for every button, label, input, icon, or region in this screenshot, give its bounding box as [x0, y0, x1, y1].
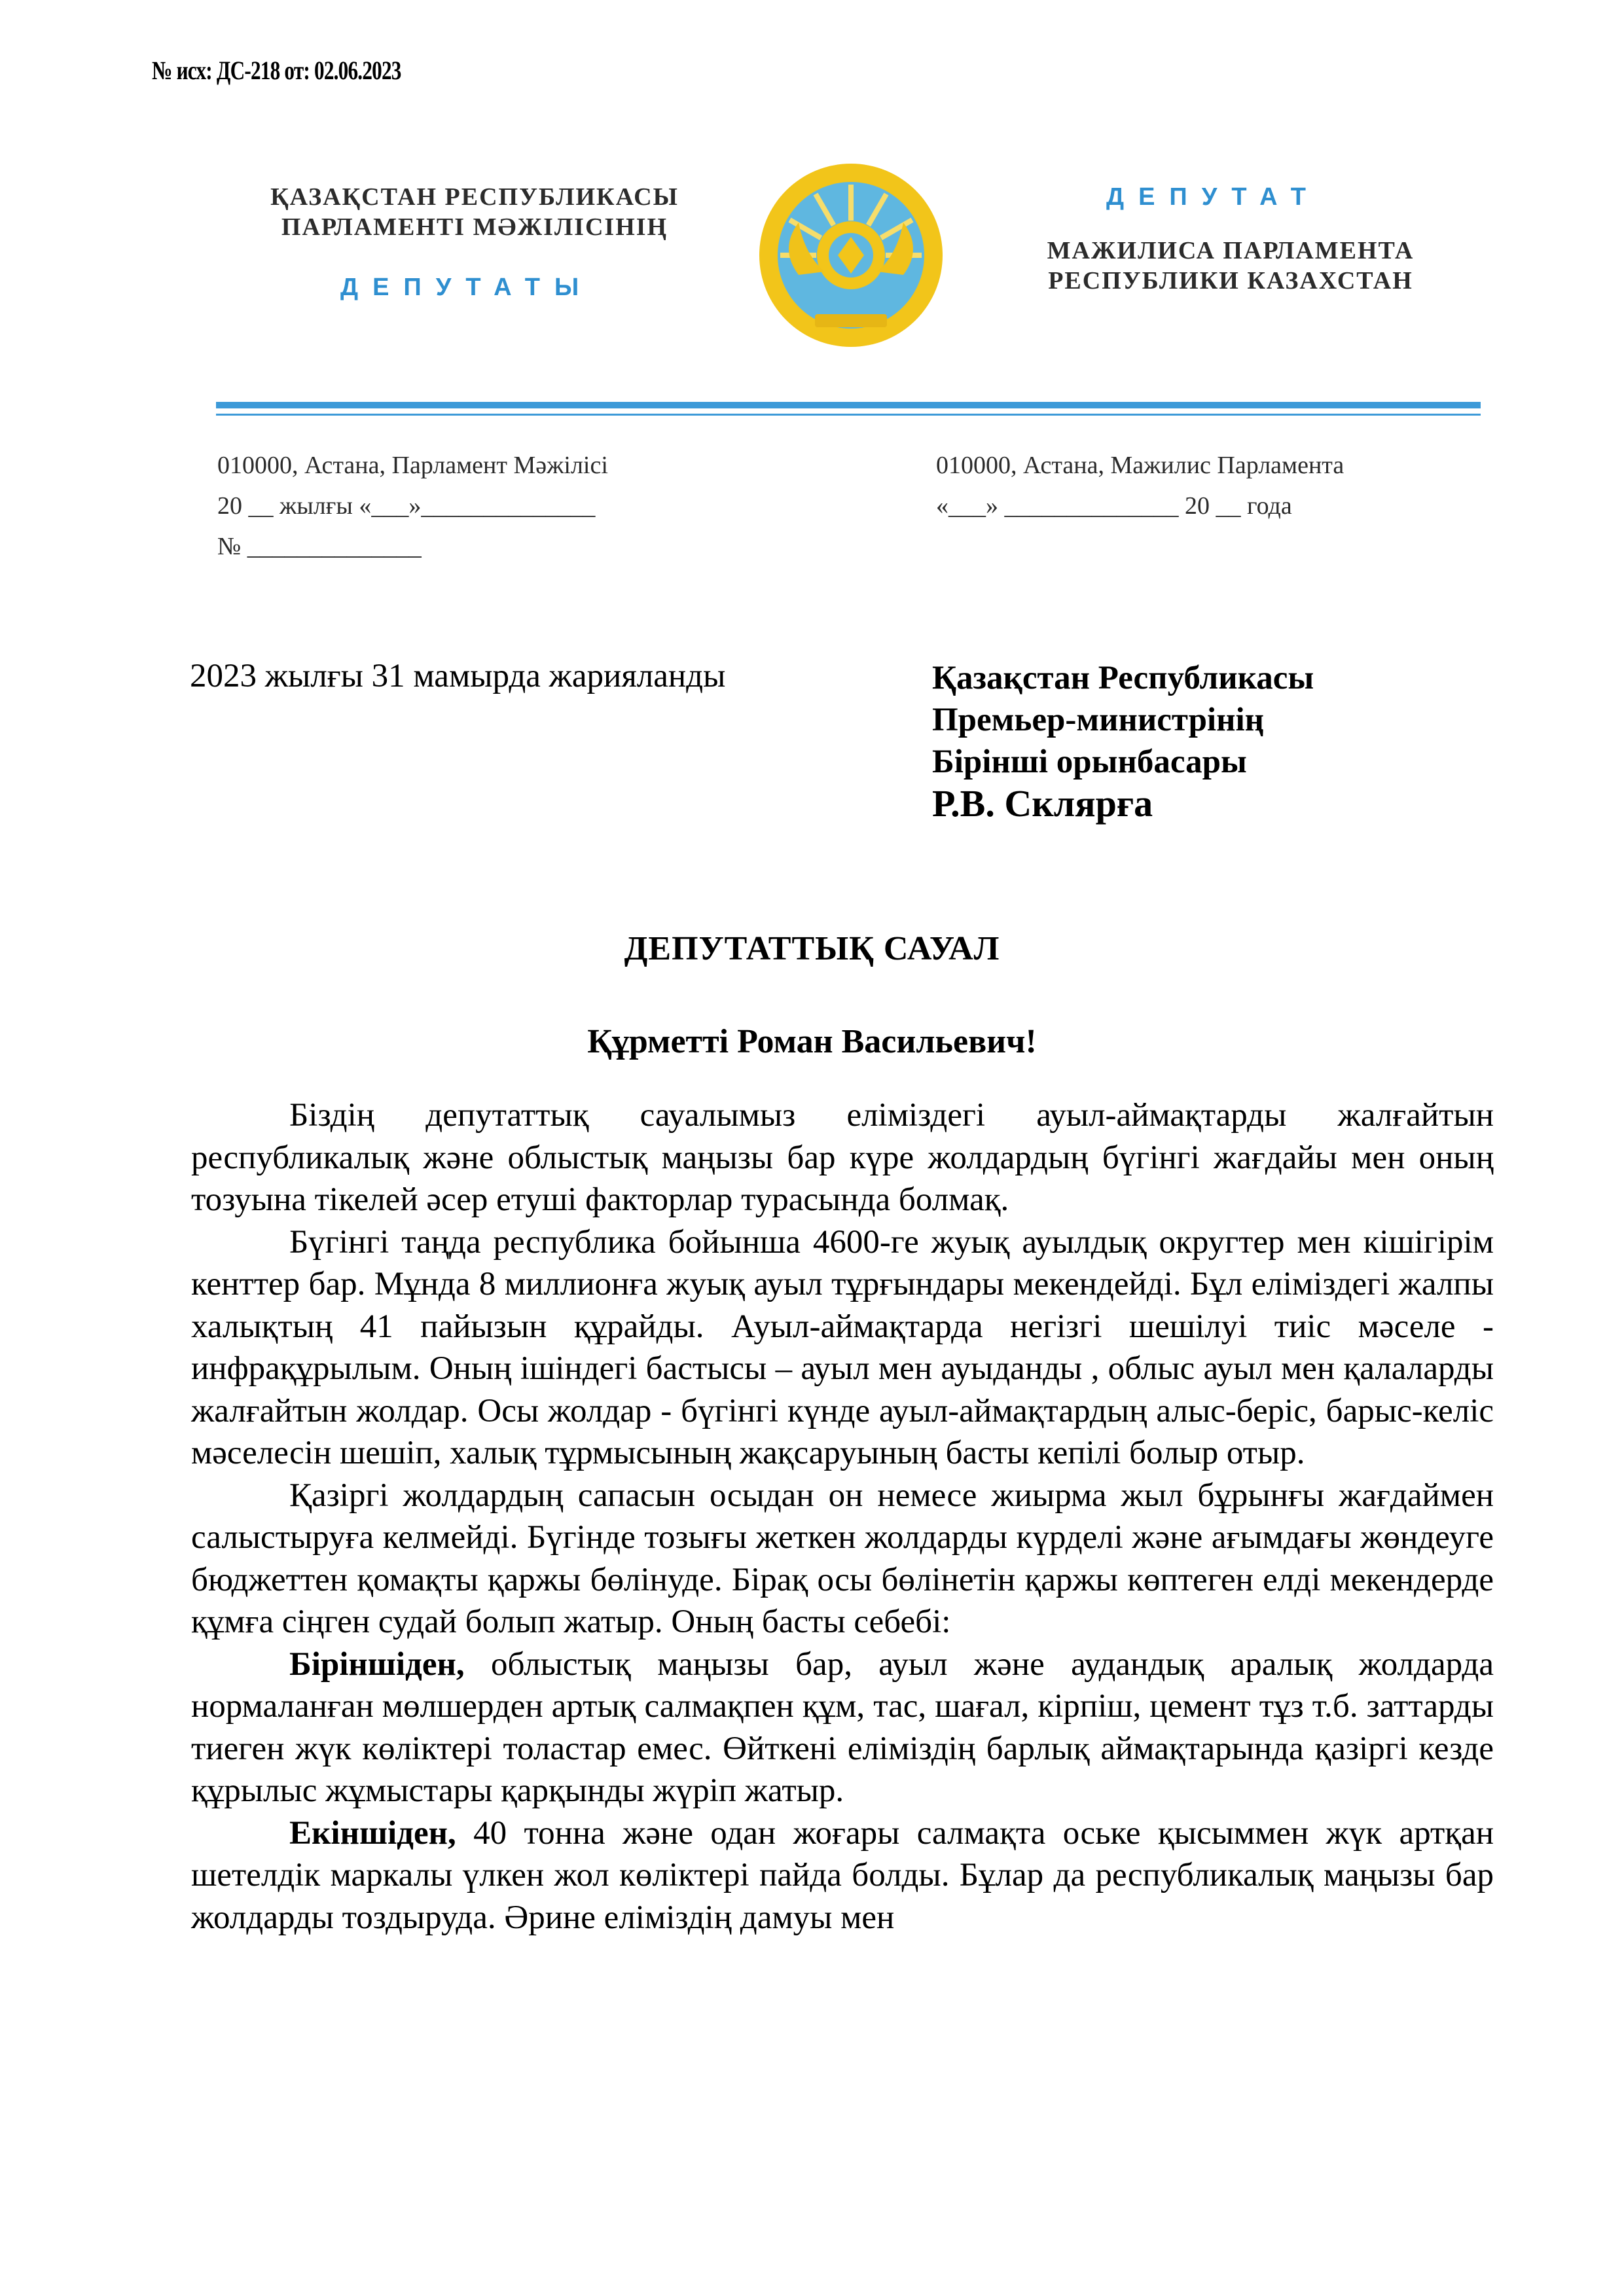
paragraph-4: [191, 1643, 1494, 1812]
letter-body: [191, 1094, 1494, 1939]
kz-address: 010000, Астана, Парламент Мәжілісі: [217, 452, 608, 479]
kz-org-line1: ҚАЗАҚСТАН РЕСПУБЛИКАСЫ: [270, 183, 679, 211]
kz-address-block: [217, 445, 608, 567]
recipient-block: [932, 657, 1314, 825]
paragraph-4-text: облыстық маңызы бар, ауыл және аудандық аралық жолдарда нормаланған мөлшерден артық салмақпен құм, тас, шағал, кірпіш, цемент тұз т.б. заттарды тиеген жүк көліктері толастар емес. Өйткені еліміздің барлық аймақтарында қазіргі кезде құрылыс жұмыстары қарқынды жүріп жатыр.: [191, 1645, 1494, 1809]
paragraph-4-lead: Біріншіден,: [289, 1645, 465, 1683]
recipient-line2: Премьер-министрінің: [932, 702, 1265, 738]
kz-date-line: 20 __ жылғы «___»______________: [217, 492, 596, 520]
outgoing-reference: № исх: ДС-218 от: 02.06.2023: [152, 56, 401, 85]
paragraph-5: [191, 1812, 1494, 1939]
recipient-line1: Қазақстан Республикасы: [932, 660, 1314, 696]
salutation: Құрметті Роман Васильевич!: [587, 1023, 1037, 1060]
ru-date-line: «___» ______________ 20 __ года: [936, 492, 1292, 520]
ru-address-block: [936, 445, 1344, 526]
paragraph-1: Біздің депутаттық сауалымыз еліміздегі ауыл-аймақтарды жалғайтын республикалық және облыстық маңызы бар күре жолдардың бүгінгі жағдайы мен оның тозуына тікелей әсер етуші факторлар турасында болмақ.: [191, 1097, 1494, 1218]
state-emblem-icon: [753, 157, 949, 353]
document-title: ДЕПУТАТТЫҚ САУАЛ: [624, 930, 1000, 967]
paragraph-5-lead: Екіншіден,: [289, 1814, 456, 1852]
paragraph-5-text: 40 тонна және одан жоғары салмақта оське қысыммен жүк артқан шетелдік маркалы үлкен жол көліктері пайда болды. Бұлар да республикалық маңызы бар жолдарды тоздыруда. Әрине еліміздің дамуы мен: [191, 1814, 1494, 1936]
publication-date: 2023 жылғы 31 мамырда жарияланды: [190, 658, 726, 694]
paragraph-2: Бүгінгі таңда республика бойынша 4600-ге жуық ауылдық округтер мен кішігірім кенттер бар. Мұнда 8 миллионға жуық ауыл тұрғындары мекендейді. Бұл еліміздегі жалпы халықтың 41 пайызын құрайды. Ауыл-аймақтарда негізгі шешілуі тиіс мәселе - инфрақұрылым. Оның ішіндегі бастысы – ауыл мен ауыданды , облыс ауыл мен қалаларды жалғайтын жолдар. Осы жолдар - бүгінгі күнде ауыл-аймақтардың алыс-беріс, барыс-келіс мәселесін шешіп, халық тұрмысының жақсаруының басты кепілі болыр отыр.: [191, 1223, 1494, 1471]
kz-org-name: [249, 182, 700, 242]
ru-org-name: [1008, 236, 1453, 296]
letterhead-divider-thin: [216, 414, 1481, 416]
recipient-name: Р.В. Склярға: [932, 782, 1153, 825]
paragraph-3: Қазіргі жолдардың сапасын осыдан он немесе жиырма жыл бұрынғы жағдаймен салыстыруға келмейді. Бүгінде тозығы жеткен жолдарды күрделі және ағымдағы жөндеуге бюджеттен қомақты қаржы бөлінуде. Бірақ осы бөлінетін қаржы көптеген елді мекендерде құмға сіңген судай болып жатыр. Оның басты себебі:: [191, 1477, 1494, 1640]
kz-org-line2: ПАРЛАМЕНТІ МӘЖІЛІСІНІҢ: [281, 213, 668, 241]
letterhead-divider: [216, 402, 1481, 408]
ru-org-line2: РЕСПУБЛИКИ КАЗАХСТАН: [1048, 267, 1413, 295]
kz-deputy-label: ДЕПУТАТЫ: [340, 274, 594, 301]
recipient-line3: Бірінші орынбасары: [932, 744, 1247, 780]
ru-deputy-label: ДЕПУТАТ: [1106, 183, 1320, 211]
ru-address: 010000, Астана, Мажилис Парламента: [936, 452, 1344, 479]
kz-number-line: № ______________: [217, 533, 422, 560]
ru-org-line1: МАЖИЛИСА ПАРЛАМЕНТА: [1047, 237, 1415, 264]
